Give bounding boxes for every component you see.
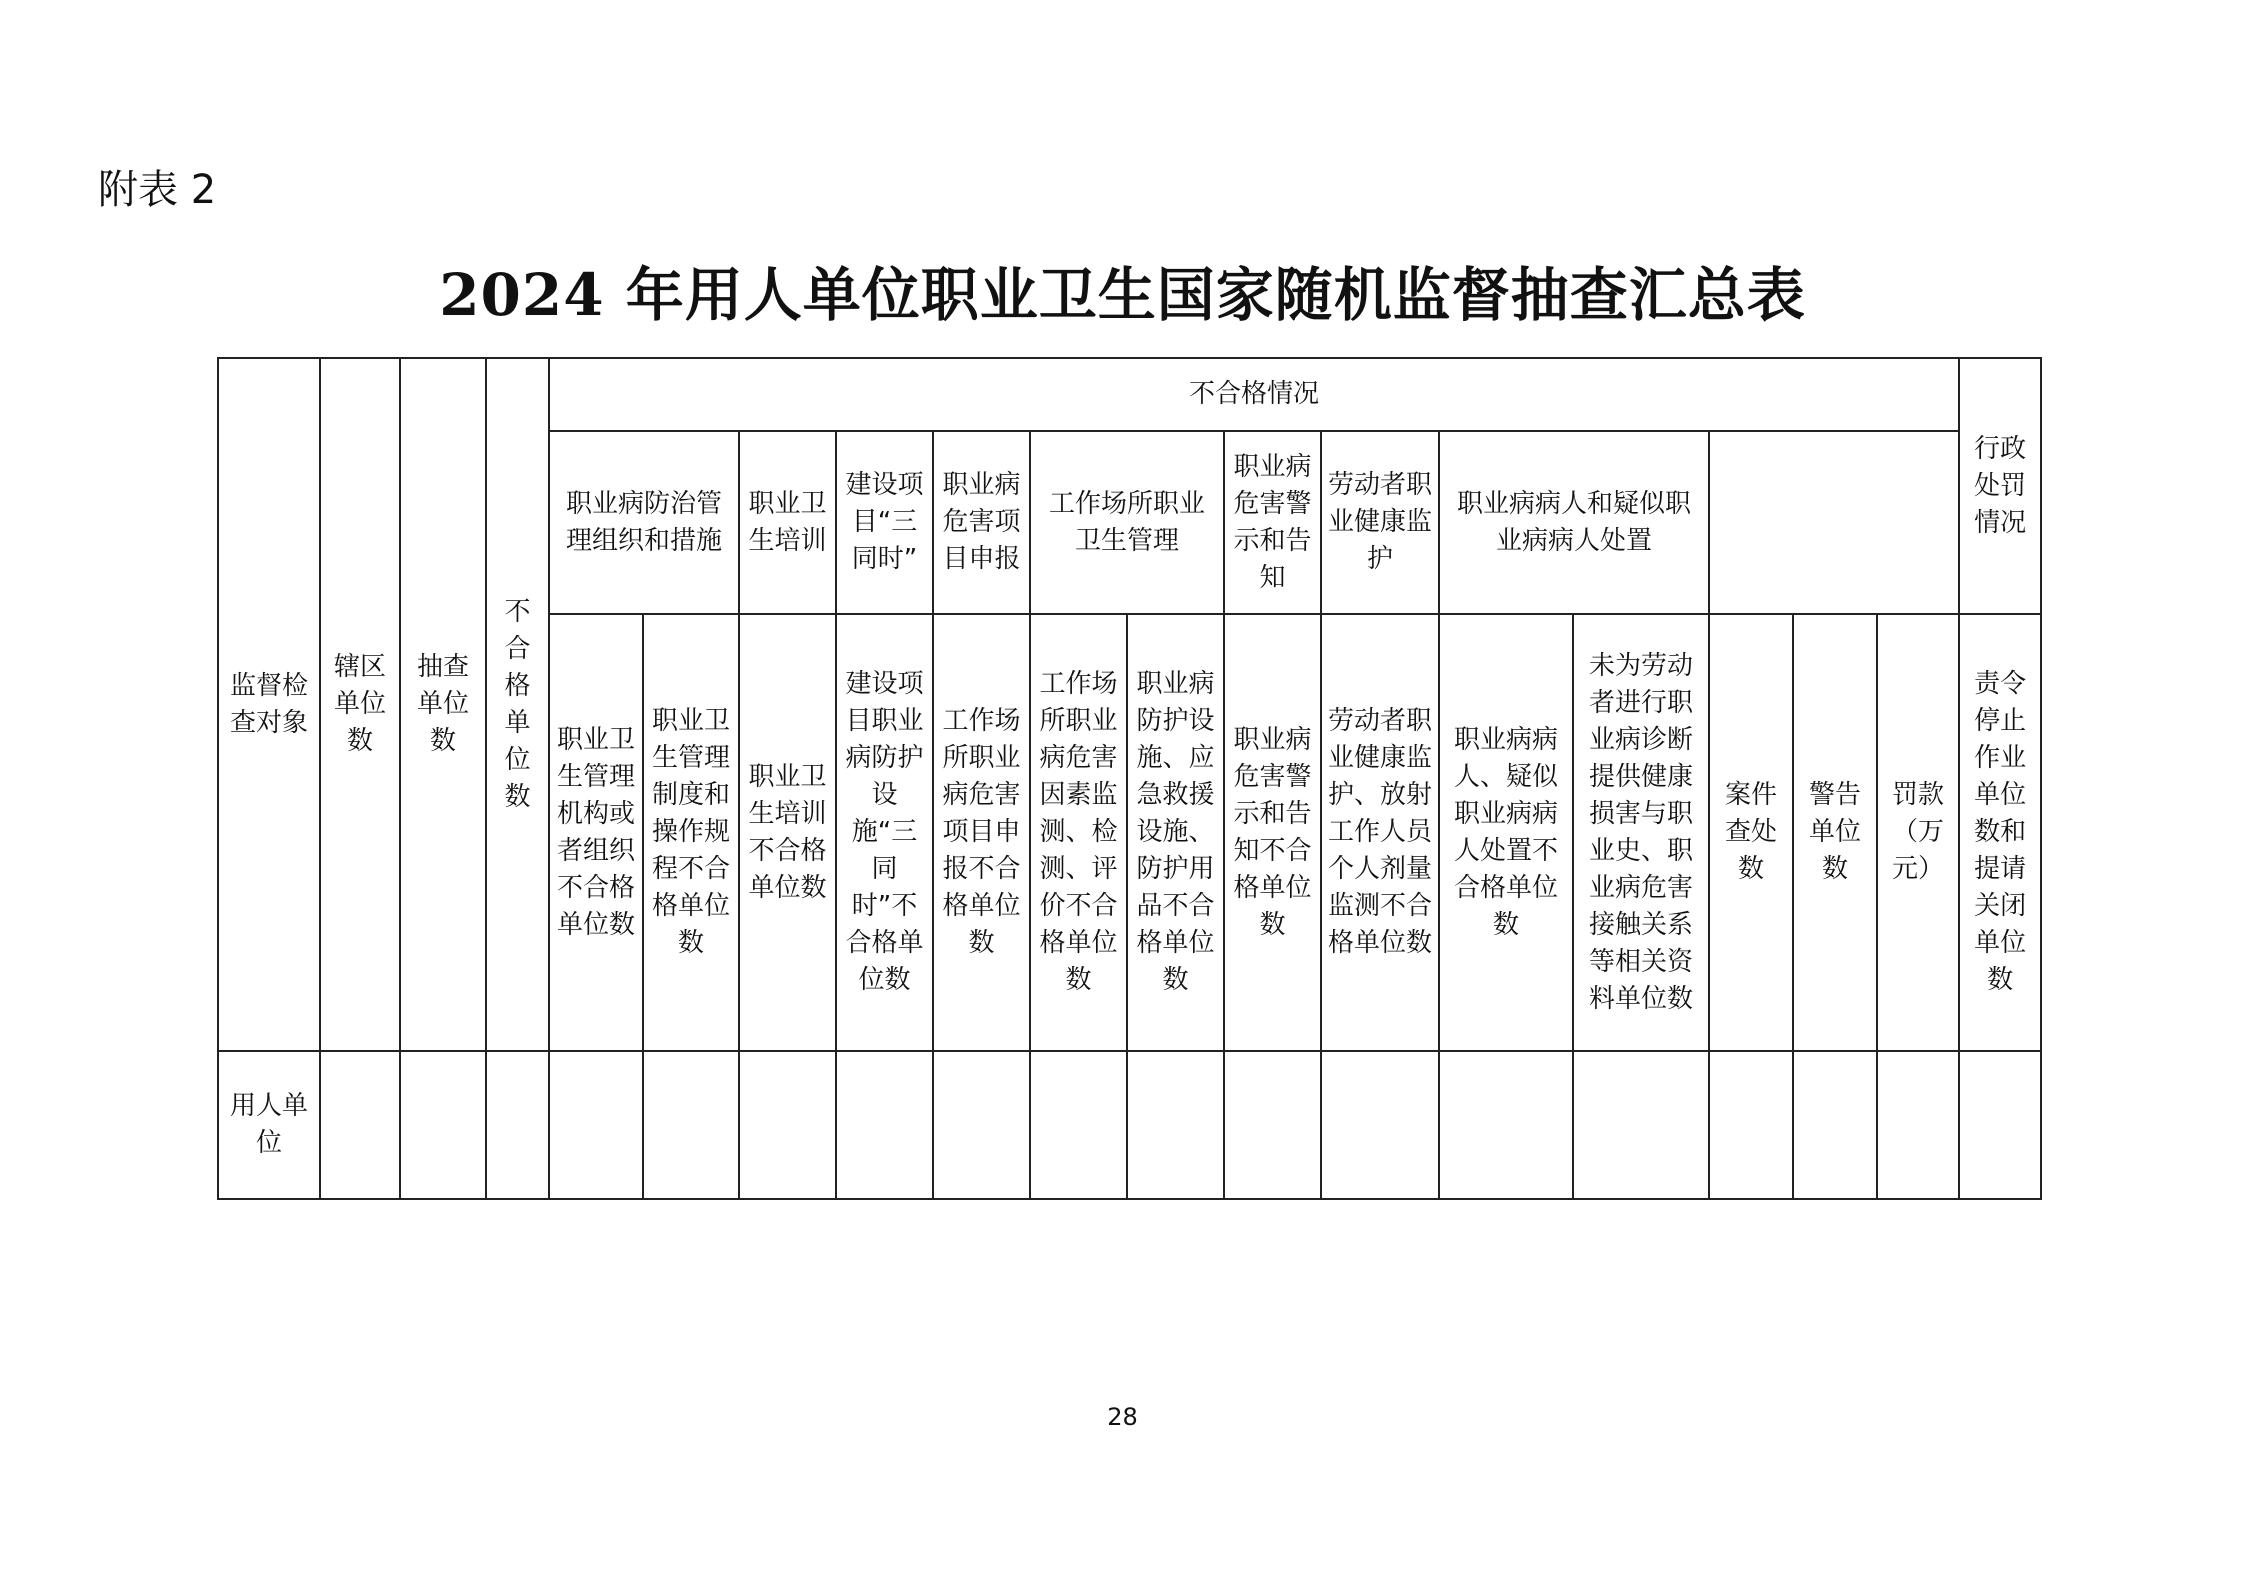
header-inspect-object: 监督检查对象 [218, 358, 320, 1051]
header-sub-warning: 职业病危害警示和告知 [1224, 431, 1321, 614]
table-cell[interactable] [1959, 1051, 2041, 1199]
table-cell[interactable] [1321, 1051, 1439, 1199]
table-cell[interactable] [1793, 1051, 1877, 1199]
page-title: 2024 年用人单位职业卫生国家随机监督抽查汇总表 [439, 261, 1806, 329]
appendix-label: 附表 2 [98, 167, 217, 213]
header-sub-management: 职业病防治管理组织和措施 [549, 431, 739, 614]
table-cell[interactable] [836, 1051, 933, 1199]
table-cell[interactable] [400, 1051, 486, 1199]
header-sub-training: 职业卫生培训 [739, 431, 836, 614]
table-cell[interactable] [1030, 1051, 1127, 1199]
table-cell[interactable] [643, 1051, 739, 1199]
header-unqualified-units: 不合格单位数 [486, 358, 549, 1051]
header-d-mgmt-rules: 职业卫生管理制度和操作规程不合格单位数 [643, 614, 739, 1051]
summary-table [217, 357, 2042, 1200]
header-d-mgmt-org: 职业卫生管理机构或者组织不合格单位数 [549, 614, 643, 1051]
table-cell[interactable] [1224, 1051, 1321, 1199]
header-sub-workplace: 工作场所职业卫生管理 [1030, 431, 1224, 614]
table-cell[interactable] [320, 1051, 400, 1199]
header-d-factor-testing: 工作场所职业病危害因素监测、检测、评价不合格单位数 [1030, 614, 1127, 1051]
header-d-fines: 罚款（万元） [1877, 614, 1959, 1051]
header-d-declaration: 工作场所职业病危害项目申报不合格单位数 [933, 614, 1030, 1051]
header-sub-patient-handling: 职业病病人和疑似职业病病人处置 [1439, 431, 1709, 614]
header-d-warning-units: 警告单位数 [1793, 614, 1877, 1051]
table-cell[interactable] [1709, 1051, 1793, 1199]
table-cell[interactable] [1439, 1051, 1573, 1199]
table-cell[interactable] [1127, 1051, 1224, 1199]
header-sub-hazard-declaration: 职业病危害项目申报 [933, 431, 1030, 614]
header-d-protective-equipment: 职业病防护设施、应急救援设施、防护用品不合格单位数 [1127, 614, 1224, 1051]
header-sampled-units: 抽查单位数 [400, 358, 486, 1051]
header-sub-health-monitoring: 劳动者职业健康监护 [1321, 431, 1439, 614]
header-d-training: 职业卫生培训不合格单位数 [739, 614, 836, 1051]
table-cell[interactable] [739, 1051, 836, 1199]
table-cell[interactable] [1573, 1051, 1709, 1199]
header-group-penalty: 行政处罚情况 [1959, 358, 2041, 614]
row-label: 用人单位 [218, 1051, 320, 1199]
header-d-three-simultaneous: 建设项目职业病防护设施“三同时”不合格单位数 [836, 614, 933, 1051]
table-cell[interactable] [549, 1051, 643, 1199]
header-d-patient-handling: 职业病病人、疑似职业病病人处置不合格单位数 [1439, 614, 1573, 1051]
header-d-health-monitoring: 劳动者职业健康监护、放射工作人员个人剂量监测不合格单位数 [1321, 614, 1439, 1051]
table-cell[interactable] [1877, 1051, 1959, 1199]
header-district-units: 辖区单位数 [320, 358, 400, 1051]
header-group-unqualified: 不合格情况 [549, 358, 1959, 431]
page-number: 28 [1107, 1403, 1138, 1431]
table-cell[interactable] [933, 1051, 1030, 1199]
table-row [218, 1051, 2041, 1199]
header-d-cases: 案件查处数 [1709, 614, 1793, 1051]
header-d-documents: 未为劳动者进行职业病诊断提供健康损害与职业史、职业病危害接触关系等相关资料单位数 [1573, 614, 1709, 1051]
header-sub-three-simultaneous: 建设项目“三同时” [836, 431, 933, 614]
table-cell[interactable] [486, 1051, 549, 1199]
header-d-suspension: 责令停止作业单位数和提请关闭单位数 [1959, 614, 2041, 1051]
header-d-warning: 职业病危害警示和告知不合格单位数 [1224, 614, 1321, 1051]
